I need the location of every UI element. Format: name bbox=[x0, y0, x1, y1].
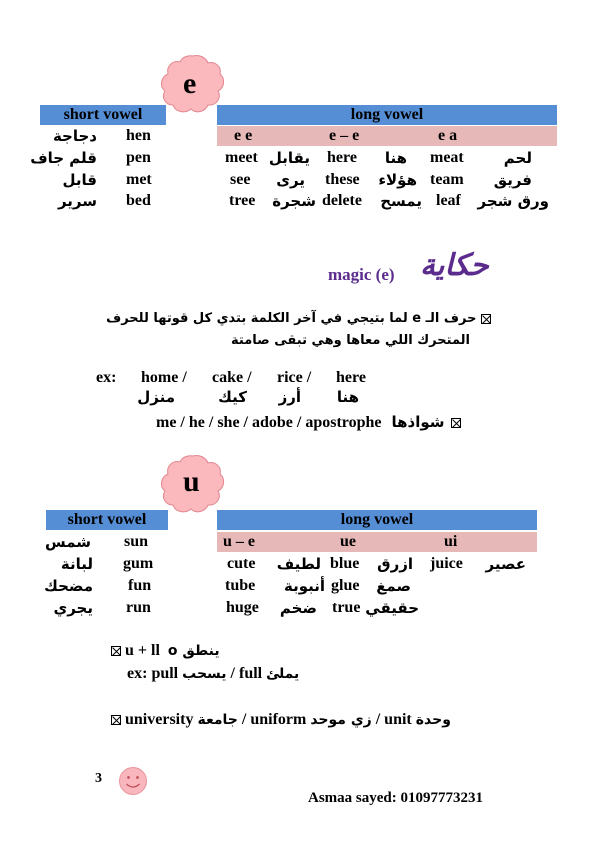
long-vowel-header-u: long vowel bbox=[217, 510, 537, 530]
ull-ex-label: ex: bbox=[127, 665, 148, 682]
checkbox-icon bbox=[481, 314, 491, 324]
short-word-e-2: pen bbox=[126, 149, 151, 166]
long-w2-u-3: true bbox=[332, 599, 361, 616]
long-w2-u-1: blue bbox=[330, 555, 360, 572]
cloud-letter-e: e bbox=[183, 67, 197, 100]
uni-en-1: university bbox=[125, 711, 194, 728]
uni-ar-2: زي موحد bbox=[310, 712, 372, 728]
long-w1-u-2: tube bbox=[225, 577, 256, 594]
short-vowel-header-u: short vowel bbox=[46, 510, 168, 530]
magic-script-word: حكاية bbox=[420, 248, 489, 283]
uni-sep-1: / bbox=[241, 711, 247, 728]
long-a2-e-1: هنا bbox=[384, 149, 407, 167]
long-a2-u-1: ازرق bbox=[377, 555, 413, 573]
long-w1-e-1: meet bbox=[225, 149, 258, 166]
exceptions-label: شواذها bbox=[391, 413, 445, 431]
short-ar-e-4: سرير bbox=[57, 192, 97, 210]
short-word-e-3: met bbox=[126, 171, 152, 188]
exceptions-words: me / he / she / adobe / apostrophe bbox=[156, 414, 382, 431]
short-word-u-3: fun bbox=[128, 577, 152, 594]
subheader-ee: e e bbox=[234, 127, 253, 144]
magic-e-title: magic (e) bbox=[328, 265, 395, 284]
uni-en-2: uniform bbox=[250, 711, 307, 728]
long-a1-u-1: لطيف bbox=[276, 555, 321, 573]
checkbox-icon bbox=[111, 646, 121, 656]
long-a2-u-2: صمغ bbox=[376, 577, 411, 595]
long-w1-u-1: cute bbox=[227, 555, 256, 572]
smiley-icon bbox=[118, 766, 148, 796]
ull-rule bbox=[111, 641, 220, 661]
uni-ar-3: وحدة bbox=[415, 712, 451, 728]
ull-ex1-ar: يسحب bbox=[182, 666, 227, 682]
subheader-e-e: e – e bbox=[329, 127, 360, 144]
cloud-letter-u: u bbox=[183, 465, 200, 498]
long-a3-e-2: فريق bbox=[493, 171, 532, 189]
uni-en-3: unit bbox=[384, 711, 412, 728]
long-a1-e-3: شجرة bbox=[272, 192, 316, 210]
short-word-u-2: gum bbox=[123, 555, 154, 572]
long-w2-u-2: glue bbox=[331, 577, 360, 594]
example-en-4: here bbox=[336, 369, 366, 386]
example-ar-1: منزل bbox=[137, 388, 175, 406]
checkbox-icon bbox=[111, 715, 121, 725]
short-word-u-1: sun bbox=[124, 533, 149, 550]
checkbox-icon bbox=[451, 418, 461, 428]
subheader-ea: e a bbox=[438, 127, 458, 144]
long-a3-e-3: ورق شجر bbox=[477, 192, 549, 210]
magic-rule bbox=[106, 309, 491, 329]
examples-label: ex: bbox=[96, 369, 117, 386]
long-w2-e-1: here bbox=[327, 149, 357, 166]
example-ar-2: كيك bbox=[218, 388, 247, 406]
long-a2-u-3: حقيقي bbox=[365, 599, 419, 617]
ull-ex1-en: pull bbox=[151, 665, 179, 682]
subheader-ui: ui bbox=[444, 533, 458, 550]
short-vowel-header-e: short vowel bbox=[40, 105, 166, 125]
example-en-3: rice / bbox=[277, 369, 312, 386]
long-w1-e-2: see bbox=[230, 171, 251, 188]
long-w3-e-1: meat bbox=[430, 149, 464, 166]
author-credit: Asmaa sayed: 01097773231 bbox=[308, 790, 483, 806]
subheader-ue: ue bbox=[340, 533, 356, 550]
long-vowel-subheader-bar-u bbox=[217, 532, 537, 552]
long-w1-e-3: tree bbox=[229, 192, 256, 209]
long-a1-e-1: يقابل bbox=[268, 149, 310, 167]
short-ar-e-2: قلم جاف bbox=[30, 149, 97, 167]
ull-ex2-en: full bbox=[239, 665, 263, 682]
short-word-e-1: hen bbox=[126, 127, 151, 144]
long-vowel-subheader-bar-e bbox=[217, 126, 557, 146]
uni-rule bbox=[111, 710, 451, 730]
example-ar-4: هنا bbox=[336, 388, 359, 406]
short-ar-u-4: يجري bbox=[53, 599, 93, 617]
long-w2-e-3: delete bbox=[322, 192, 362, 209]
long-a1-e-2: يرى bbox=[276, 171, 305, 189]
long-w2-e-2: these bbox=[325, 171, 360, 188]
short-word-e-4: bed bbox=[126, 192, 151, 209]
short-word-u-4: run bbox=[126, 599, 151, 616]
long-w3-u-1: juice bbox=[430, 555, 463, 572]
uni-ar-1: جامعة bbox=[197, 712, 238, 728]
short-ar-e-1: دجاجة bbox=[52, 127, 97, 145]
ull-example bbox=[127, 664, 299, 684]
long-a3-e-1: لحم bbox=[503, 149, 532, 167]
example-ar-3: أرز bbox=[278, 388, 301, 406]
short-ar-u-1: شمس bbox=[44, 533, 91, 551]
long-a3-u-1: عصير bbox=[485, 555, 526, 573]
long-a1-u-3: ضخم bbox=[279, 599, 317, 617]
page-number: 3 bbox=[95, 771, 102, 786]
magic-rule-line1: حرف الـ e لما بتيجي في آخر الكلمة بتدي كل قوتها للحرف bbox=[106, 311, 477, 326]
long-w1-u-3: huge bbox=[226, 599, 259, 616]
ull-rule-en: u + ll bbox=[125, 642, 160, 659]
long-vowel-header-e: long vowel bbox=[217, 105, 557, 125]
long-w3-e-2: team bbox=[430, 171, 464, 188]
ull-rule-ar: ينطق o bbox=[167, 643, 220, 659]
long-w3-e-3: leaf bbox=[436, 192, 461, 209]
exceptions-line bbox=[156, 412, 461, 433]
short-ar-u-3: مضحك bbox=[44, 577, 93, 595]
long-a2-e-2: هؤلاء bbox=[378, 171, 417, 189]
ull-ex2-ar: يملئ bbox=[266, 666, 300, 682]
example-en-1: home / bbox=[141, 369, 187, 386]
uni-sep-2: / bbox=[375, 711, 381, 728]
short-ar-e-3: قابل bbox=[62, 171, 97, 189]
ull-ex-sep: / bbox=[230, 665, 235, 682]
long-a1-u-2: أنبوبة bbox=[283, 577, 325, 595]
example-en-2: cake / bbox=[212, 369, 252, 386]
long-a2-e-3: يمسح bbox=[380, 192, 422, 210]
magic-rule-line2: المتحرك اللي معاها وهي تبقى صامتة bbox=[231, 333, 470, 348]
subheader-u-e: u – e bbox=[223, 533, 255, 550]
short-ar-u-2: لبانة bbox=[60, 555, 93, 573]
